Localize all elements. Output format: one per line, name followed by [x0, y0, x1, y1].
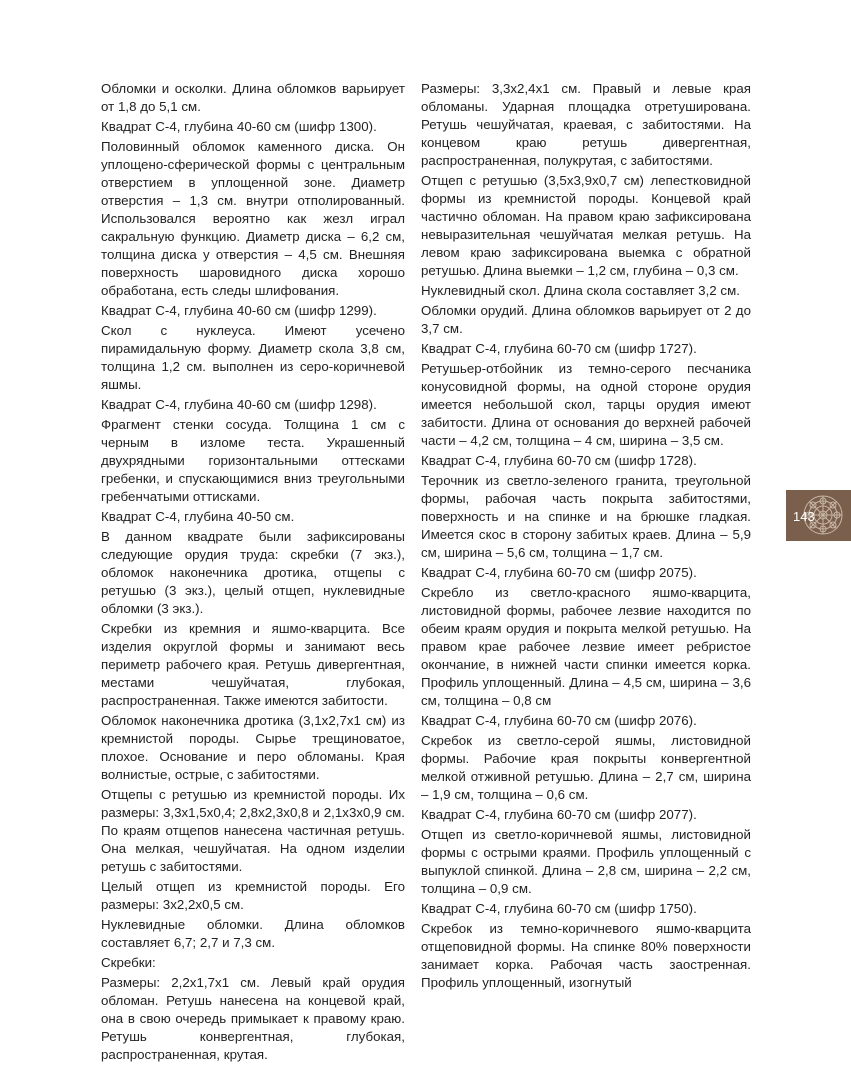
- paragraph: Целый отщеп из кремнистой породы. Его размеры: 3х2,2х0,5 см.: [101, 879, 405, 912]
- page-number: 143: [793, 509, 815, 524]
- paragraph: Терочник из светло-зеленого гранита, треугольной формы, рабочая часть покрыта забитостями, поверхность и на спинке и на брюшке гладкая. Имеется скос в сторону забитых краев. Длина – 5,9 см, ширина – 5,6 см, толщина – 1,7 см.: [421, 473, 751, 560]
- right-text-column: [421, 80, 751, 992]
- paragraph: Размеры: 2,2х1,7х1 см. Левый край орудия обломан. Ретушь нанесена на концевой край, она в свою очередь примыкает к правому краю. Ретушь конвергентная, глубокая, распространенная, крутая.: [101, 975, 405, 1062]
- paragraph: Половинный обломок каменного диска. Он уплощено-сферической формы с центральным отверстием в уплощенной зоне. Диаметр отверстия – 1,3 см. внутри отполированный. Использовался вероятно как жезл играл сакральную функцию. Диаметр диска – 6,2 см, толщина диска у отверстия – 4,5 см. Внешняя поверхность шаровидного диска хорошо обработана, есть следы шлифования.: [101, 139, 405, 298]
- paragraph: Отщеп с ретушью (3,5х3,9х0,7 см) лепестковидной формы из кремнистой породы. Концевой край частично обломан. На правом краю зафиксирована невыразительная чешуйчатая мелкая ретушь. На левом краю зафиксирована выемка с обратной ретушью. Длина выемки – 1,2 см, глубина – 0,3 см.: [421, 173, 751, 278]
- paragraph: Размеры: 3,3х2,4х1 см. Правый и левые края обломаны. Ударная площадка отретуширована. Ретушь чешуйчатая, краевая, с забитостями. На концевом краю ретушь дивергентная, распространенная, полукрутая, с забитостями.: [421, 81, 751, 168]
- paragraph: В данном квадрате были зафиксированы следующие орудия труда: скребки (7 экз.), обломок наконечника дротика, отщепы с ретушью (3 экз.), целый отщеп, нуклевидные обломки (3 экз.).: [101, 529, 405, 616]
- paragraph: Нуклевидный скол. Длина скола составляет 3,2 см.: [421, 283, 740, 298]
- paragraph: Квадрат С-4, глубина 60-70 см (шифр 2077).: [421, 807, 697, 822]
- left-text-column: [101, 80, 405, 1064]
- paragraph: Квадрат С-4, глубина 40-60 см (шифр 1299).: [101, 303, 377, 318]
- paragraph: Обломки и осколки. Длина обломков варьирует от 1,8 до 5,1 см.: [101, 81, 405, 114]
- paragraph: Скребок из светло-серой яшмы, листовидной формы. Рабочие края покрыты конвергентной мелкой отживной ретушью. Длина – 2,7 см, ширина – 1,9 см, толщина – 0,6 см.: [421, 733, 751, 802]
- paragraph: Квадрат С-4, глубина 40-60 см (шифр 1300).: [101, 119, 377, 134]
- paragraph: Ретушьер-отбойник из темно-серого песчаника конусовидной формы, на одной стороне орудия имеется небольшой скол, тарцы орудия имеют забитости. Длина от основания до верхней рабочей части – 4,2 см, толщина – 4 см, ширина – 3,5 см.: [421, 361, 751, 448]
- paragraph: Скол с нуклеуса. Имеют усечено пирамидальную форму. Диаметр скола 3,8 см, толщина 1,2 см. выполнен из серо-коричневой яшмы.: [101, 323, 405, 392]
- paragraph: Отщепы с ретушью из кремнистой породы. Их размеры: 3,3х1,5х0,4; 2,8х2,3х0,8 и 2,1х3х0,9 см. По краям отщепов нанесена частичная ретушь. Она мелкая, чешуйчатая. На одном изделии ретушь с забитостями.: [101, 787, 405, 874]
- paragraph: Скребки:: [101, 955, 156, 970]
- paragraph: Квадрат С-4, глубина 60-70 см (шифр 1750).: [421, 901, 697, 916]
- paragraph: Квадрат С-4, глубина 40-50 см.: [101, 509, 295, 524]
- paragraph: Квадрат С-4, глубина 60-70 см (шифр 1728).: [421, 453, 697, 468]
- paragraph: Квадрат С-4, глубина 60-70 см (шифр 1727).: [421, 341, 697, 356]
- paragraph: Квадрат С-4, глубина 40-60 см (шифр 1298).: [101, 397, 377, 412]
- paragraph: Квадрат С-4, глубина 60-70 см (шифр 2075).: [421, 565, 697, 580]
- paragraph: Скребок из темно-коричневого яшмо-кварцита отщеповидной формы. На спинке 80% поверхности занимает корка. Рабочая часть заостренная. Профиль уплощенный, изогнутый: [421, 921, 751, 990]
- paragraph: Нуклевидные обломки. Длина обломков составляет 6,7; 2,7 и 7,3 см.: [101, 917, 405, 950]
- page-number-tab: [786, 490, 851, 541]
- paragraph: Отщеп из светло-коричневой яшмы, листовидной формы с острыми краями. Профиль уплощенный с выпуклой спинкой. Длина – 2,8 см, ширина – 2,2 см, толщина – 0,9 см.: [421, 827, 751, 896]
- paragraph: Фрагмент стенки сосуда. Толщина 1 см с черным в изломе теста. Украшенный двухрядными горизонтальными оттесками гребенки, и спускающимися вниз треугольными гребенчатыми оттисками.: [101, 417, 405, 504]
- paragraph: Обломки орудий. Длина обломков варьирует от 2 до 3,7 см.: [421, 303, 751, 336]
- paragraph: Скребки из кремния и яшмо-кварцита. Все изделия округлой формы и занимают весь периметр рабочего края. Ретушь дивергентная, местами чешуйчатая, глубокая, распространенная. Также имеются забитости.: [101, 621, 405, 708]
- paragraph: Квадрат С-4, глубина 60-70 см (шифр 2076).: [421, 713, 697, 728]
- paragraph: Скребло из светло-красного яшмо-кварцита, листовидной формы, рабочее лезвие находится по обеим краям орудия и покрыта мелкой ретушью. На правом крае рабочее лезвие имеет ребристое окончание, в нижней части спинки имеется корка. Профиль уплощенный. Длина – 4,5 см, ширина – 3,6 см, толщина – 0,8 см: [421, 585, 751, 708]
- paragraph: Обломок наконечника дротика (3,1х2,7х1 см) из кремнистой породы. Сырье трещиноватое, плохое. Основание и перо обломаны. Края волнистые, острые, с забитостями.: [101, 713, 405, 782]
